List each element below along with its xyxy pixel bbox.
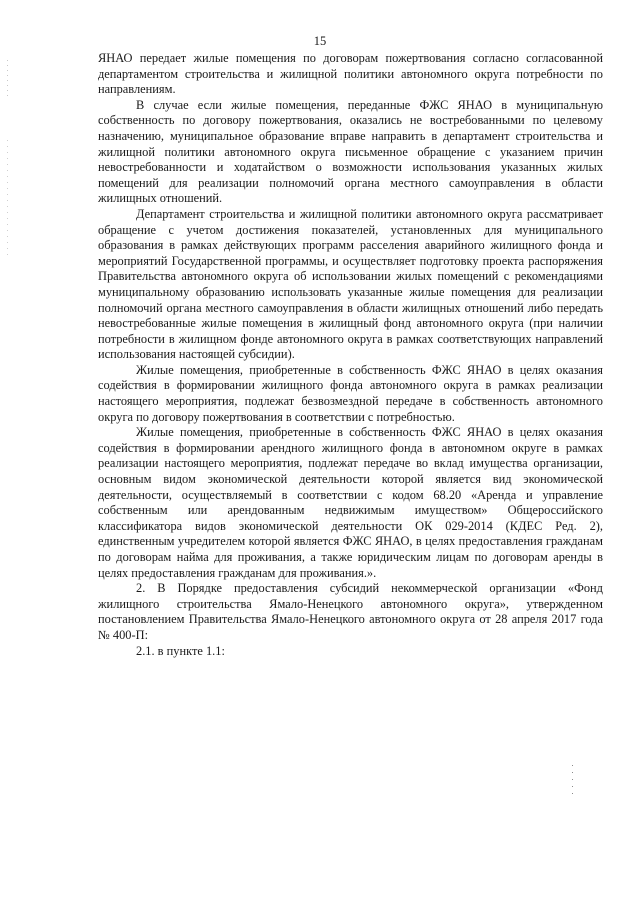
subpoint-2-1: 2.1. в пункте 1.1: xyxy=(136,643,225,658)
paragraph-rental-housing-fund: Жилые помещения, приобретенные в собственность ФЖС ЯНАО в целях оказания содействия в формировании арендного жилищного фонда в автономном округе в рамках реализации настоящего мероприятия, подлежат передаче во вклад имущества организации, основным видом экономической деятельности которой является вид экономической деятельности, осуществляемый в соответствии с кодом 68.20 «Аренда и управление собственным или арендованным недвижимым имуществом» Общероссийского классификатора видов экономической деятельности ОК 029-2014 (КДЕС Ред. 2), единственным учредителем которой является ФЖС ЯНАО, в целях предоставления гражданам по договорам найма для проживания, а также юридическим лицам по договорам аренды в целях предоставления гражданам для проживания.». xyxy=(98,425,603,580)
scan-artifact-mark xyxy=(572,765,573,795)
paragraph-subsidy-procedure: 2. В Порядке предоставления субсидий некоммерческой организации «Фонд жилищного строительства Ямало-Ненецкого автономного округа», утвержденном постановлением Правительства Ямало-Ненецкого автономного округа от 28 апреля 2017 года № 400-П: xyxy=(98,581,603,642)
scan-edge-marks xyxy=(7,60,8,100)
page-number: 15 xyxy=(313,34,327,48)
scan-edge-marks-lower xyxy=(7,140,8,260)
paragraph-unclaimed-housing: В случае если жилые помещения, переданные ФЖС ЯНАО в муниципальную собственность по договору пожертвования, оказались не востребованными по целевому назначению, муниципальное образование вправе направить в департамент строительства и жилищной политики автономного округа письменное обращение с указанием причин невостребованности и ходатайством о возможности использования указанных жилых помещений для реализации полномочий органа местного самоуправления в области жилищных отношений. xyxy=(98,97,603,206)
document-body xyxy=(98,51,603,659)
paragraph-continuation: ЯНАО передает жилые помещения по договорам пожертвования согласно согласованной департаментом строительства и жилищной политики автономного округа потребности по направлениям. xyxy=(98,51,603,97)
paragraph-department-review: Департамент строительства и жилищной политики автономного округа рассматривает обращение с учетом достижения показателей, установленных для муниципального образования в рамках действующих программ расселения аварийного жилищного фонда и мероприятий Государственной программы, и осуществляет подготовку проекта распоряжения Правительства автономного округа об использовании жилых помещений с рекомендациями муниципальному образованию использовать указанные жилые помещения для реализации полномочий органа местного самоуправления в области жилищных отношений либо передать невостребованные жилые помещения в жилищный фонд автономного округа (при наличии потребности в жилищном фонде автономного округа в рамках соответствующих направлений использования настоящей субсидии). xyxy=(98,206,603,362)
paragraph-okrug-housing-fund: Жилые помещения, приобретенные в собственность ФЖС ЯНАО в целях оказания содействия в формировании жилищного фонда автономного округа в рамках реализации настоящего мероприятия, подлежат безвозмездной передаче в собственность автономного округа по договору пожертвования в соответствии с потребностью. xyxy=(98,362,603,424)
